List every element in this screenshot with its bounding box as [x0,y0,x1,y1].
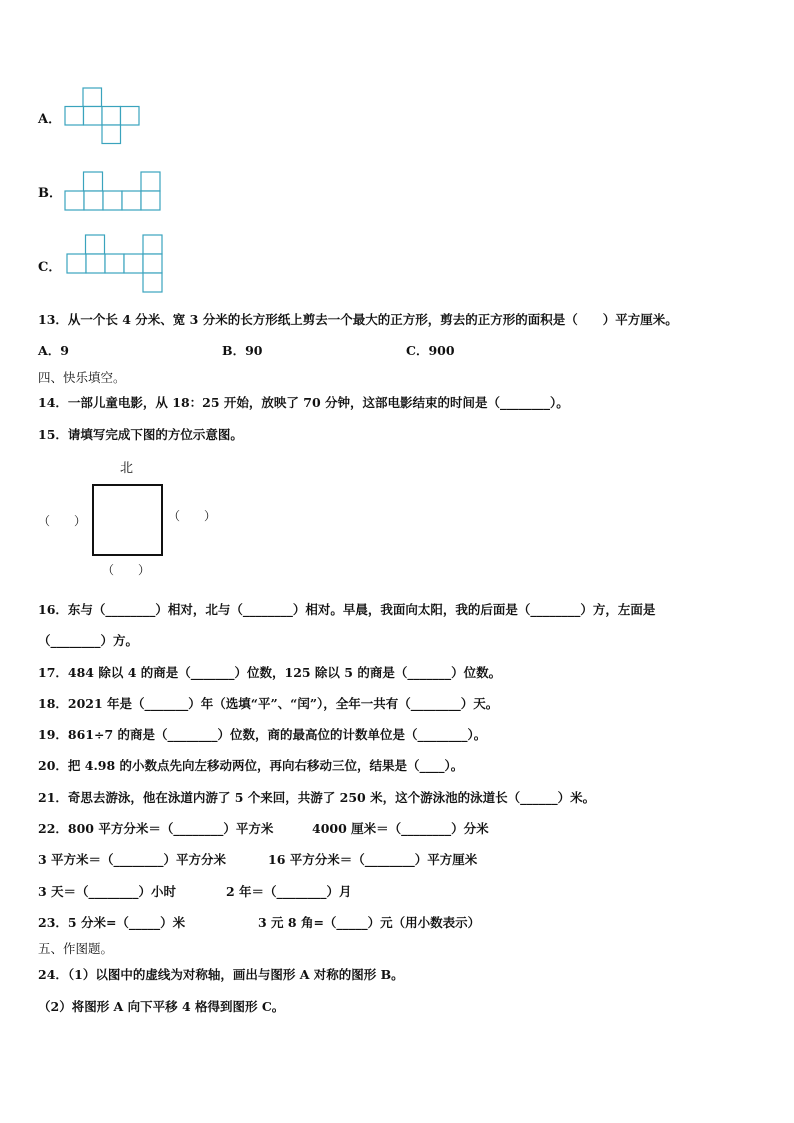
compass-south-blank: （ ） [102,563,151,577]
question-22-line-1a: 22．800 平方分米＝（________）平方米 [38,821,274,836]
question-20-text: 20．把 4.98 的小数点先向左移动两位，再向右移动三位，结果是（____）。 [38,758,464,773]
question-16-line-1: 16．东与（________）相对，北与（________）相对。早晨，我面向太阳，我的后面是（________）方，左面是 [38,602,656,617]
question-17-text: 17．484 除以 4 的商是（_______）位数，125 除以 5 的商是（_______）位数。 [38,665,502,680]
compass-square [92,484,163,556]
q13-option-c: C．900 [406,343,455,358]
question-21-text: 21．奇思去游泳，他在泳道内游了 5 个来回，共游了 250 米，这个游泳池的泳道长（______）米。 [38,790,596,805]
question-24-part-1: 24．（1）以图中的虚线为对称轴，画出与图形 A 对称的图形 B。 [38,967,404,982]
compass-east-blank: （ ） [168,509,217,523]
question-22-line-1b: 4000 厘米＝（________）分米 [312,821,489,836]
question-13-text: 13．从一个长 4 分米、宽 3 分米的长方形纸上剪去一个最大的正方形，剪去的正方形的面积是（ ）平方厘米。 [38,312,678,327]
option-b-label: B． [38,186,62,201]
question-16-line-2: （________）方。 [38,633,139,648]
option-a-cube-net [64,87,144,145]
option-a-label: A． [38,112,62,127]
compass-west-blank: （ ） [38,514,87,528]
option-c-label: C． [38,260,62,275]
question-14-text: 14．一部儿童电影，从 18：25 开始，放映了 70 分钟，这部电影结束的时间是（________）。 [38,395,569,410]
question-23-part-a: 23．5 分米=（_____）米 [38,915,186,930]
option-b-cube-net [64,171,164,213]
q13-option-b: B．90 [222,343,263,358]
question-24-part-2: （2）将图形 A 向下平移 4 格得到图形 C。 [38,999,285,1014]
compass-north-label: 北 [120,461,134,476]
section-4-heading: 四、快乐填空。 [38,370,126,385]
question-15-text: 15．请填写完成下图的方位示意图。 [38,427,243,442]
question-18-text: 18．2021 年是（_______）年（选填“平”、“闰”），全年一共有（________）天。 [38,696,499,711]
option-c-cube-net [66,234,166,294]
question-22-line-2a: 3 平方米＝（________）平方分米 [38,852,227,867]
question-22-line-2b: 16 平方分米＝（________）平方厘米 [268,852,478,867]
question-23-part-b: 3 元 8 角=（_____）元（用小数表示） [258,915,481,930]
q13-option-a: A．9 [38,343,69,358]
question-22-line-3a: 3 天＝（________）小时 [38,884,177,899]
question-19-text: 19．861÷7 的商是（________）位数，商的最高位的计数单位是（________）。 [38,727,487,742]
section-5-heading: 五、作图题。 [38,941,114,956]
question-22-line-3b: 2 年＝（________）月 [226,884,352,899]
